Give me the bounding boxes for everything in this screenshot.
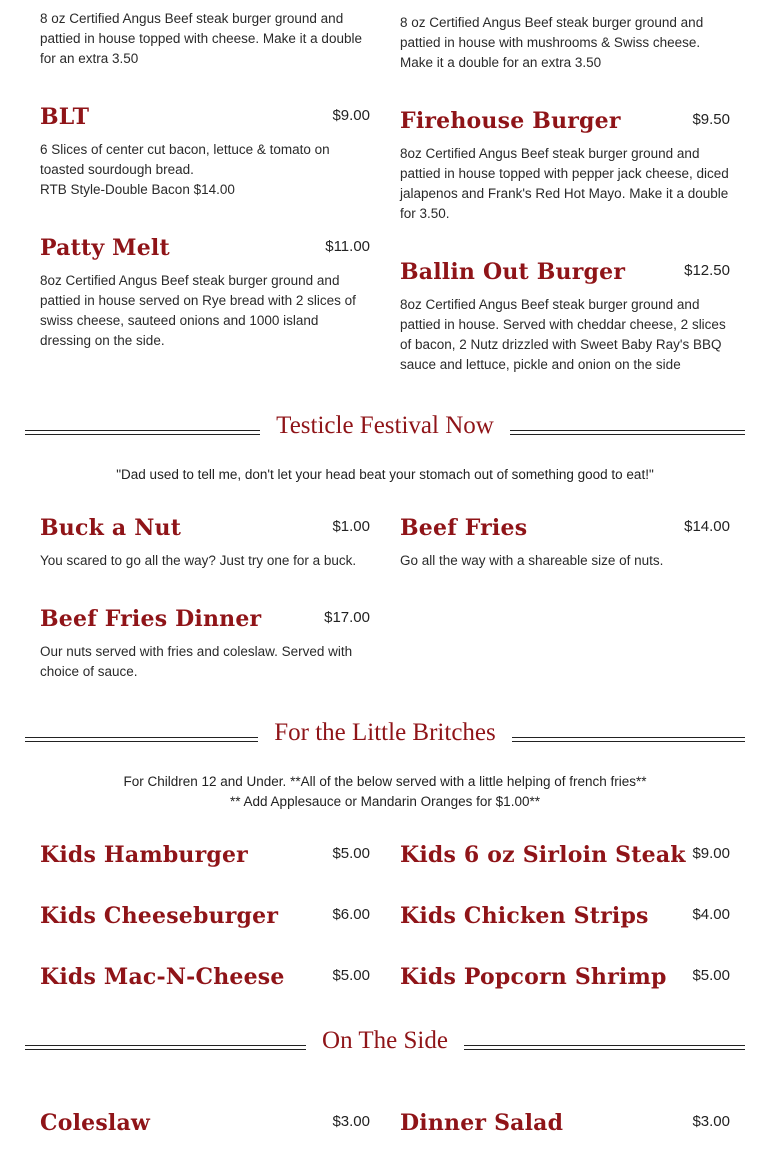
menu-item-name: Kids Popcorn Shrimp [400,964,667,990]
section-note: For Children 12 and Under. **All of the below served with a little helping of french fries** [123,774,647,789]
menu-item-name: Firehouse Burger [400,108,621,134]
menu-item-name: Kids Hamburger [40,842,248,868]
menu-item-name: Buck a Nut [40,515,182,541]
menu-item-price: $14.00 [684,518,730,535]
menu-item-price: $1.00 [332,518,370,535]
section-quote: "Dad used to tell me, don't let your head beat your stomach out of something good to eat!" [116,467,654,482]
burger-description: 8 oz Certified Angus Beef steak burger ground and pattied in house topped with cheese. Make it a double for an extra 3.50 [40,11,362,66]
menu-item-name: Dinner Salad [400,1110,564,1136]
menu-item-extra: RTB Style-Double Bacon $14.00 [40,182,235,197]
menu-item-price: $5.00 [692,967,730,984]
menu-item-name: Coleslaw [40,1110,151,1136]
menu-item-name: Kids Chicken Strips [400,903,649,929]
menu-item-price: $9.50 [692,111,730,128]
menu-item-description: 8oz Certified Angus Beef steak burger ground and pattied in house topped with pepper jack cheese, diced jalapenos and Frank's Red Hot Mayo. Make it a double for 3.50. [400,146,729,221]
menu-item-price: $6.00 [332,906,370,923]
menu-item-description: 8oz Certified Angus Beef steak burger ground and pattied in house served on Rye bread with 2 slices of swiss cheese, sauteed onions and 1000 island dressing on the side. [40,273,356,348]
menu-item-name: Beef Fries Dinner [40,606,262,632]
menu-item-price: $3.00 [692,1113,730,1130]
menu-item-price: $12.50 [684,262,730,279]
menu-item-description: Our nuts served with fries and coleslaw. Served with choice of sauce. [40,644,353,679]
menu-item-name: BLT [40,104,90,130]
menu-item-description: You scared to go all the way? Just try one for a buck. [40,553,357,568]
menu-item-price: $5.00 [332,845,370,862]
menu-item-price: $9.00 [692,845,730,862]
menu-item-price: $4.00 [692,906,730,923]
menu-item-name: Patty Melt [40,235,170,261]
section-note: ** Add Applesauce or Mandarin Oranges for $1.00** [230,794,540,809]
menu-item-price: $5.00 [332,967,370,984]
menu-item-price: $11.00 [325,238,370,255]
menu-item-name: Kids Cheeseburger [40,903,279,929]
menu-item-description: 8oz Certified Angus Beef steak burger ground and pattied in house. Served with cheddar cheese, 2 slices of bacon, 2 Nutz drizzled with Sweet Baby Ray's BBQ sauce and lettuce, pickle and onion on the side [400,297,726,372]
section-title: On The Side [306,1027,464,1054]
menu-item-description: 6 Slices of center cut bacon, lettuce & tomato on toasted sourdough bread. [40,142,330,177]
section-title: Testicle Festival Now [260,412,510,439]
menu-item-price: $17.00 [324,609,370,626]
menu-item-name: Kids Mac-N-Cheese [40,964,285,990]
menu-item-name: Kids 6 oz Sirloin Steak [400,842,686,868]
menu-item-price: $9.00 [332,107,370,124]
menu-item-name: Beef Fries [400,515,528,541]
burger-description: 8 oz Certified Angus Beef steak burger ground and pattied in house with mushrooms & Swiss cheese. Make it a double for an extra 3.50 [400,15,704,70]
section-title: For the Little Britches [258,719,511,746]
menu-item-name: Ballin Out Burger [400,259,626,285]
menu-item-description: Go all the way with a shareable size of nuts. [400,553,664,568]
menu-item-price: $3.00 [332,1113,370,1130]
